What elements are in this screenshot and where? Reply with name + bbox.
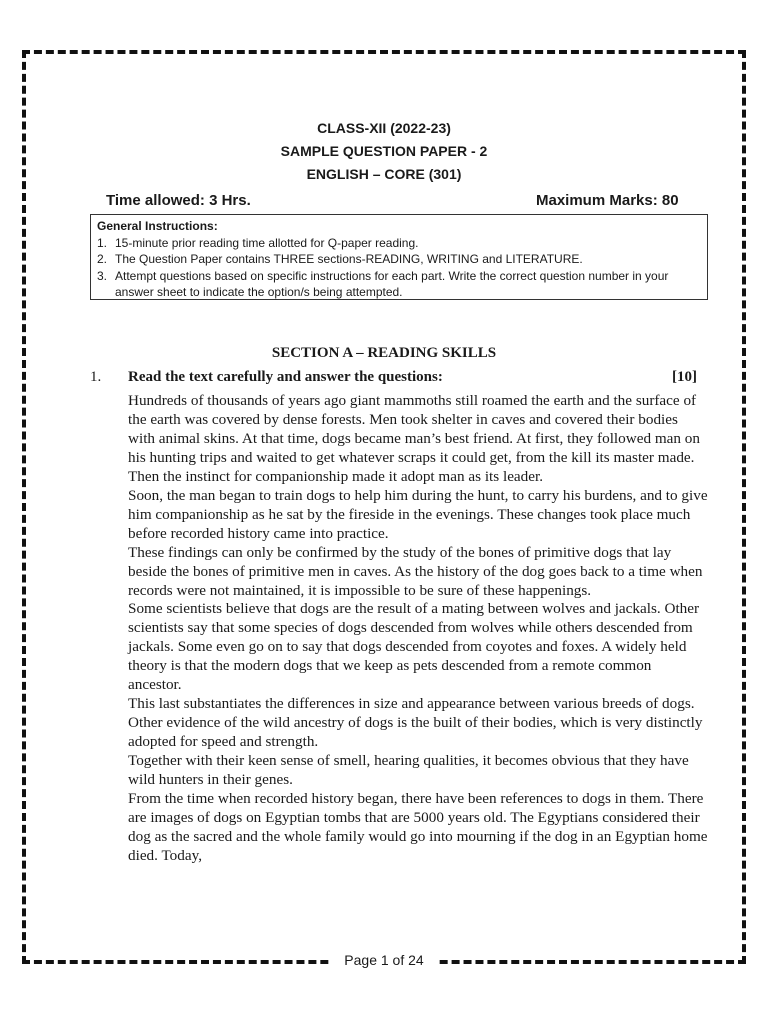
page-footer [0, 952, 768, 968]
instruction-number: 2. [97, 252, 108, 266]
page-number: Page 1 of 24 [330, 952, 437, 968]
instruction-item [97, 235, 707, 252]
general-instructions-box [90, 214, 708, 300]
passage-paragraph: Together with their keen sense of smell, hearing qualities, it becomes obvious that they have wild hunters in their genes. [128, 752, 689, 789]
section-title: SECTION A – READING SKILLS [271, 345, 497, 361]
passage-paragraph: This last substantiates the differences in size and appearance between various breeds of dogs. Other evidence of the wild ancestry of dogs is the built of their bodies, which is very distinctly adopted for speed and strength. [128, 695, 703, 751]
question-prompt: Read the text carefully and answer the questions: [128, 369, 443, 385]
instruction-text: 15-minute prior reading time allotted for Q-paper reading. [115, 235, 419, 250]
maximum-marks: Maximum Marks: 80 [536, 192, 679, 209]
passage-paragraph: From the time when recorded history began, there have been references to dogs in them. There are images of dogs on Egyptian tombs that are 5000 years old. The Egyptians considered their dog as the sacred and the whole family would go into mourning if the dog in an Egyptian home died. Today, [128, 790, 708, 864]
instruction-number: 3. [97, 268, 108, 283]
question-number: 1. [90, 369, 102, 385]
instruction-text: The Question Paper contains THREE sections-READING, WRITING and LITERATURE. [115, 252, 583, 266]
instruction-item [97, 268, 707, 301]
time-allowed: Time allowed: 3 Hrs. [106, 192, 251, 209]
instruction-item [97, 251, 707, 268]
passage-paragraph: These findings can only be confirmed by the study of the bones of primitive dogs that lay beside the bones of primitive men in caves. As the history of the dog goes back to a time when records were not maintained, it is impossible to be sure of these happenings. [128, 543, 703, 599]
reading-passage [128, 392, 708, 866]
question-marks: [10] [672, 369, 697, 385]
instruction-text: Attempt questions based on specific instructions for each part. Write the correct question number in your answer sheet to indicate the option/s being attempted. [115, 268, 669, 299]
instruction-number: 1. [97, 235, 108, 250]
subject-title: ENGLISH – CORE (301) [306, 166, 462, 182]
passage-paragraph: Hundreds of thousands of years ago giant mammoths still roamed the earth and the surface of the earth was covered by dense forests. Men took shelter in caves and covered their bodies with animal skins. At that time, dogs became man’s best friend. At first, they followed man on his hunting trips and waited to get whatever scraps it could get, from the kill its master made. Then the instinct for companionship made it adopt man as its leader. [128, 392, 700, 485]
class-heading: CLASS-XII (2022-23) [317, 120, 451, 136]
passage-paragraph: Soon, the man began to train dogs to help him during the hunt, to carry his burdens, and to give him companionship as he sat by the fireside in the evenings. These changes took place much before recorded history came into practice. [128, 486, 708, 542]
paper-title: SAMPLE QUESTION PAPER - 2 [280, 143, 488, 159]
instructions-title: General Instructions: [97, 219, 218, 233]
passage-paragraph: Some scientists believe that dogs are the result of a mating between wolves and jackals. Other scientists say that some species of dogs descended from wolves while others descended from jackals. Some even go on to say that dogs descended from coyotes and foxes. A widely held theory is that the modern dogs that we keep as pets descended from a remote common ancestor. [128, 600, 700, 694]
